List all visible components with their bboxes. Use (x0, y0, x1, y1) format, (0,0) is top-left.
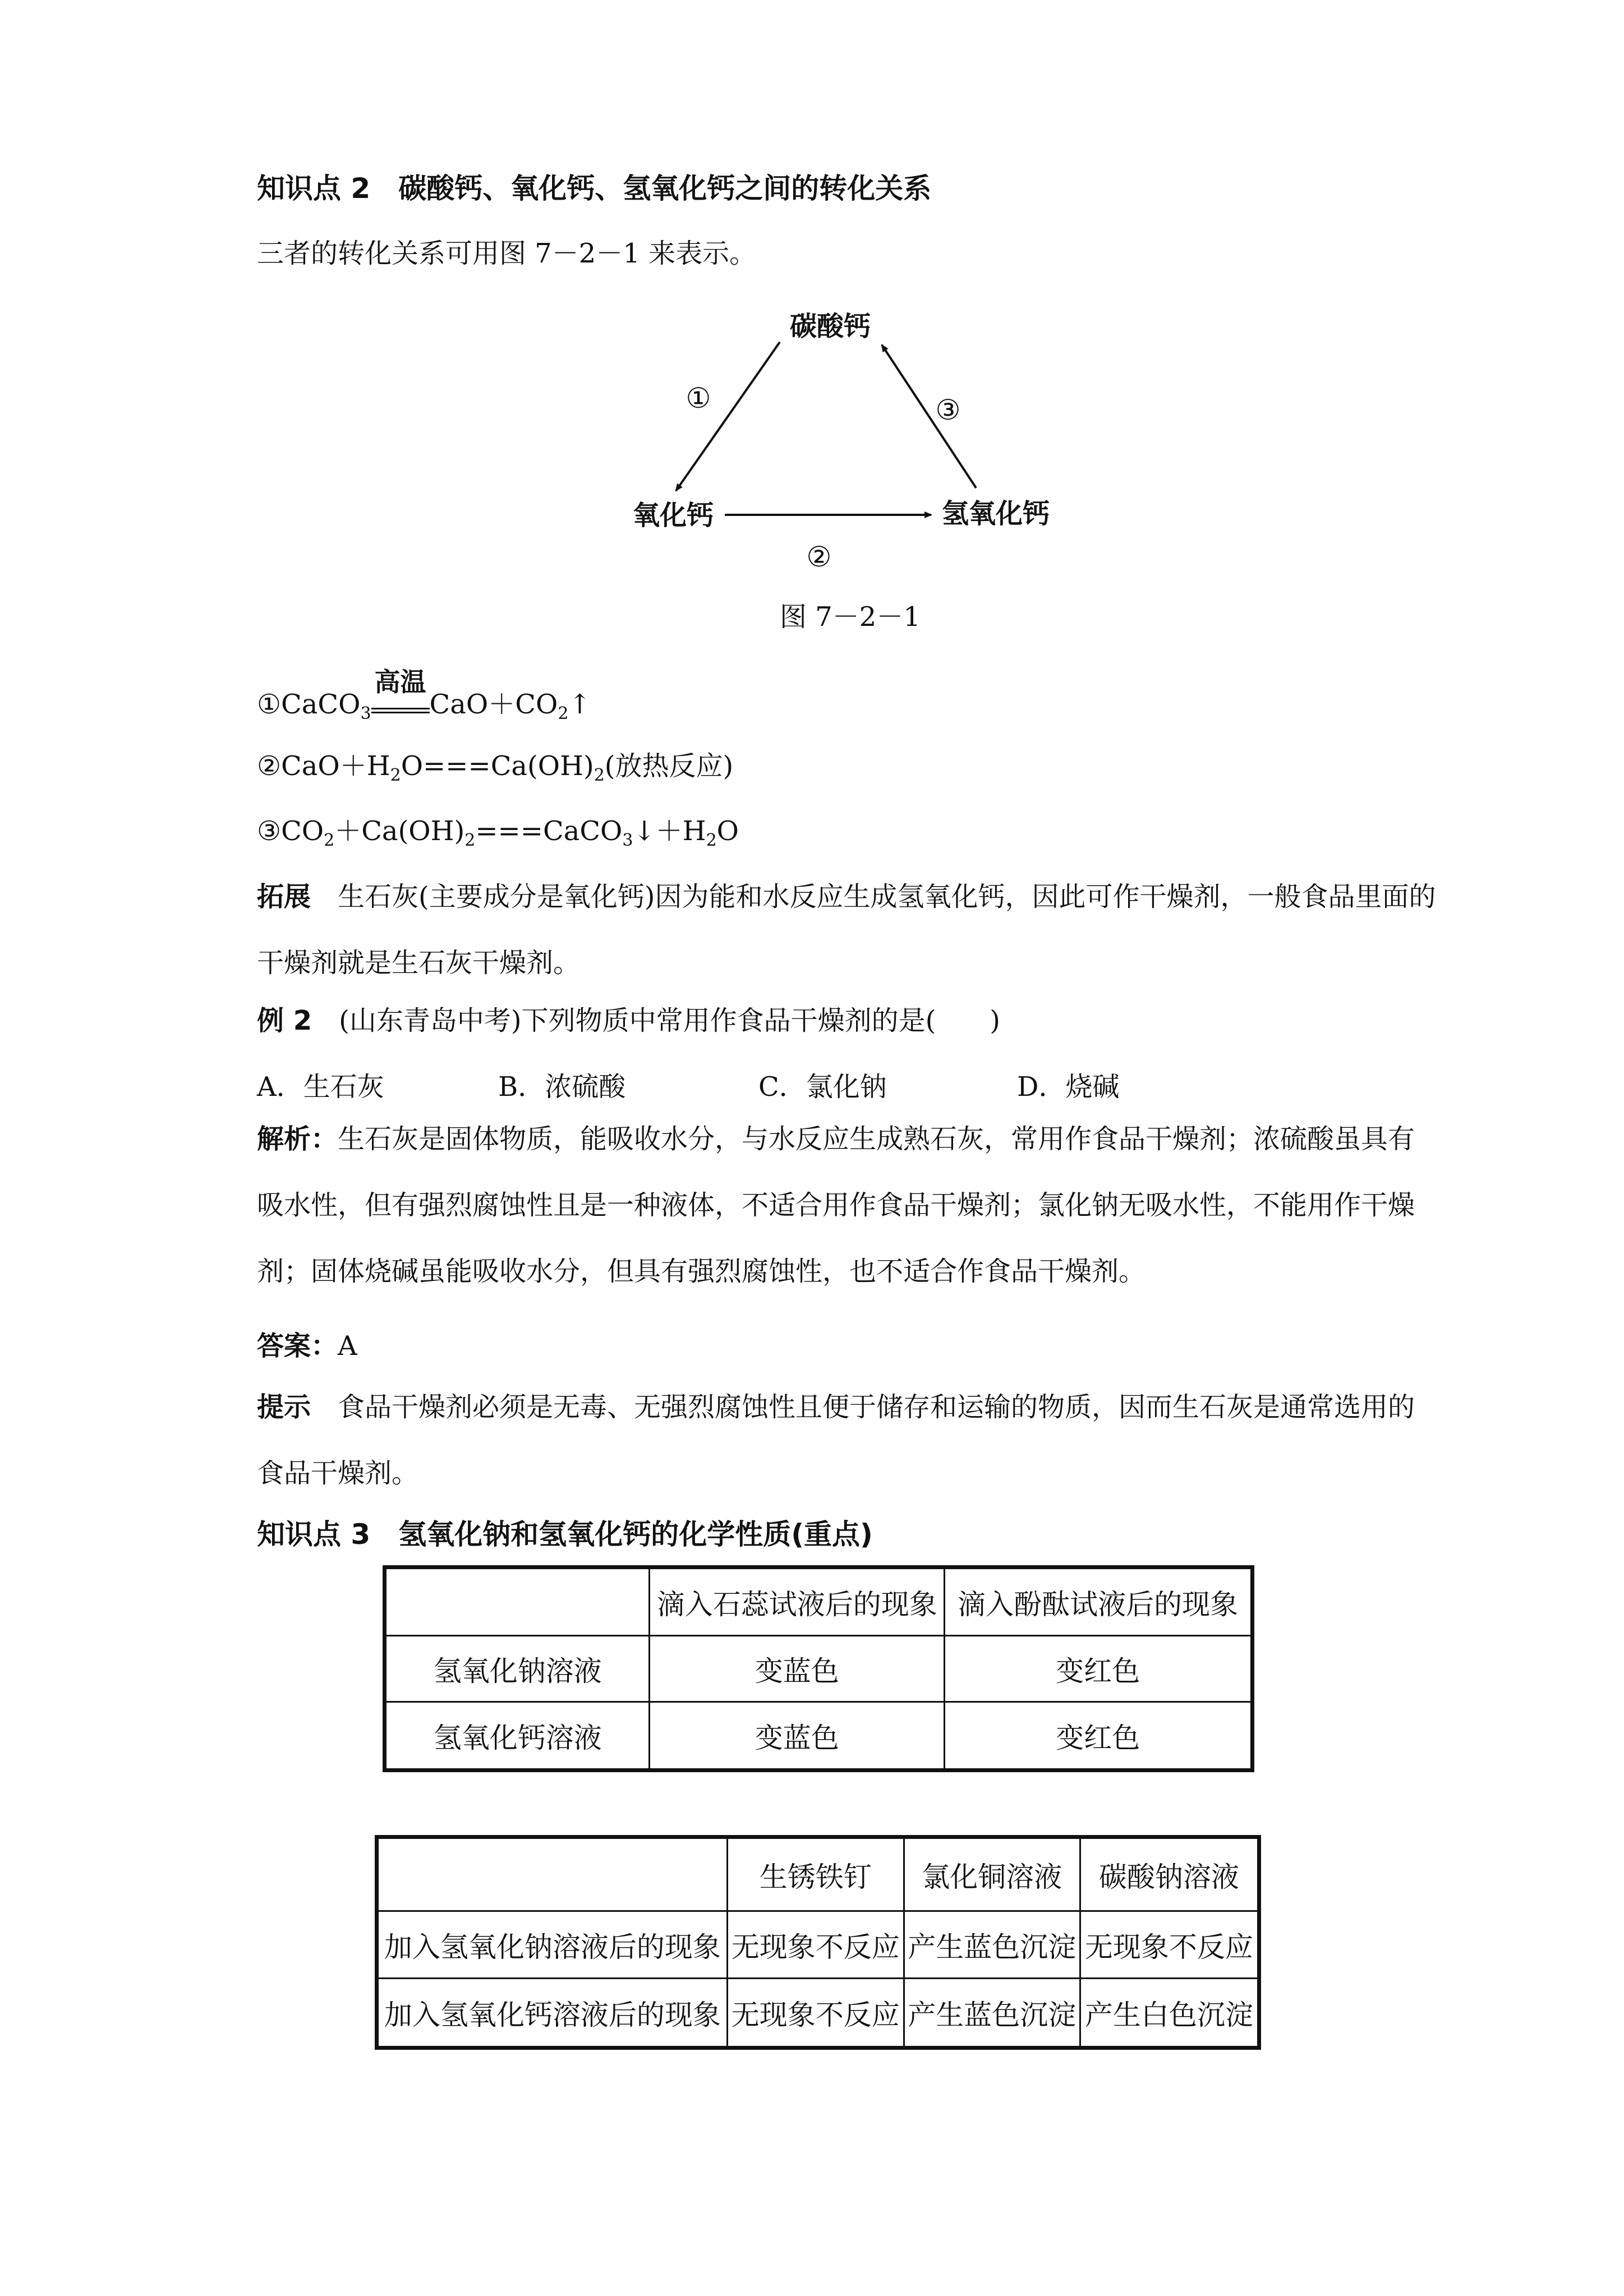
section-2-heading: 知识点 2 碳酸钙、氧化钙、氢氧化钙之间的转化关系 (257, 172, 932, 205)
table-cell: 无现象不反应 (727, 1979, 904, 2047)
diagram-caption: 图 7－2－1 (780, 601, 921, 633)
table-cell: 产生白色沉淀 (1080, 1979, 1258, 2047)
equation-2: $②CaO+H_2O===Ca(OH)_2$(放热反应) (257, 750, 734, 785)
table-cell: 氢氧化钙溶液 (386, 1702, 650, 1769)
table-row (378, 1979, 1258, 2047)
extension-paragraph: 拓展 生石灰(主要成分是氧化钙)因为能和水反应生成氢氧化钙，因此可作干燥剂，一般食品里面的干燥剂就是生石灰干燥剂。 (257, 881, 1436, 979)
answer-label: 答案： (257, 1330, 338, 1362)
table-cell: 氢氧化钠溶液 (386, 1636, 650, 1702)
section-3-heading: 知识点 3 氢氧化钠和氢氧化钙的化学性质(重点) (257, 1518, 873, 1551)
option-b: B．浓硫酸 (498, 1071, 626, 1103)
arrow-2-label: ② (806, 541, 832, 573)
example-question: 例 2 (山东青岛中考)下列物质中常用作食品干燥剂的是( ) (257, 1005, 1001, 1036)
arrow-3-label: ③ (935, 394, 961, 426)
table-header-cell: 生锈铁钉 (727, 1838, 904, 1911)
equation-1: ①CaCO$_3$ 高温 $CaO+CO_2↑$ (257, 667, 591, 723)
table-cell: 加入氢氧化钙溶液后的现象 (378, 1979, 728, 2047)
answer-line (257, 1330, 357, 1362)
tip-paragraph: 提示 食品干燥剂必须是无毒、无强烈腐蚀性且便于储存和运输的物质，因而生石灰是通常选用的食品干燥剂。 (257, 1391, 1415, 1489)
conversion-diagram (595, 292, 1099, 628)
table-cell: 产生蓝色沉淀 (904, 1911, 1080, 1979)
tip-label: 提示 (257, 1391, 311, 1423)
option-a: A．生石灰 (257, 1071, 384, 1103)
arrow-1-label: ① (686, 382, 711, 414)
option-c: C．氯化钠 (758, 1071, 887, 1103)
node-calcium-carbonate: 碳酸钙 (789, 311, 871, 342)
answer-value: A (338, 1330, 357, 1362)
table-row (378, 1911, 1258, 1979)
analysis-label: 解析： (257, 1123, 338, 1155)
table-cell: 无现象不反应 (727, 1911, 904, 1979)
table-cell: 无现象不反应 (1080, 1911, 1258, 1979)
table-row (386, 1636, 1252, 1702)
node-calcium-oxide: 氧化钙 (632, 500, 714, 531)
node-calcium-hydroxide: 氢氧化钙 (941, 498, 1050, 529)
table-header-row (386, 1569, 1252, 1636)
section-2-intro: 三者的转化关系可用图 7－2－1 来表示。 (257, 238, 757, 269)
table-header-cell (378, 1838, 728, 1911)
table-cell: 变红色 (945, 1636, 1252, 1702)
table-cell: 产生蓝色沉淀 (904, 1979, 1080, 2047)
table-header-cell (386, 1569, 650, 1636)
table-cell: 加入氢氧化钠溶液后的现象 (378, 1911, 728, 1979)
example-label: 例 2 (257, 1005, 312, 1036)
arrow-1 (676, 342, 780, 491)
table-cell: 变蓝色 (650, 1636, 945, 1702)
table-cell: 变红色 (945, 1702, 1252, 1769)
reaction-condition: 高温 (374, 667, 426, 697)
table-header-cell: 滴入石蕊试液后的现象 (650, 1569, 945, 1636)
indicator-table (385, 1567, 1252, 1770)
option-d: D．烧碱 (1017, 1071, 1120, 1103)
table-header-cell: 碳酸钠溶液 (1080, 1838, 1258, 1911)
analysis-paragraph: 解析：生石灰是固体物质，能吸收水分，与水反应生成熟石灰，常用作食品干燥剂；浓硫酸虽具有吸水性，但有强烈腐蚀性且是一种液体，不适合用作食品干燥剂；氯化钠无吸水性，不能用作干燥剂；固体烧碱虽能吸收水分，但具有强烈腐蚀性，也不适合作食品干燥剂。 (257, 1123, 1415, 1287)
arrow-3 (882, 345, 976, 488)
table-cell: 变蓝色 (650, 1702, 945, 1769)
table-row (386, 1702, 1252, 1769)
equation-3: $③CO_2+Ca(OH)_2===CaCO_3↓+H_2O$ (257, 815, 739, 850)
table-header-cell: 滴入酚酞试液后的现象 (945, 1569, 1252, 1636)
reaction-table (377, 1837, 1259, 2048)
table-header-cell: 氯化铜溶液 (904, 1838, 1080, 1911)
extension-label: 拓展 (257, 881, 311, 912)
table-header-row (378, 1838, 1258, 1911)
